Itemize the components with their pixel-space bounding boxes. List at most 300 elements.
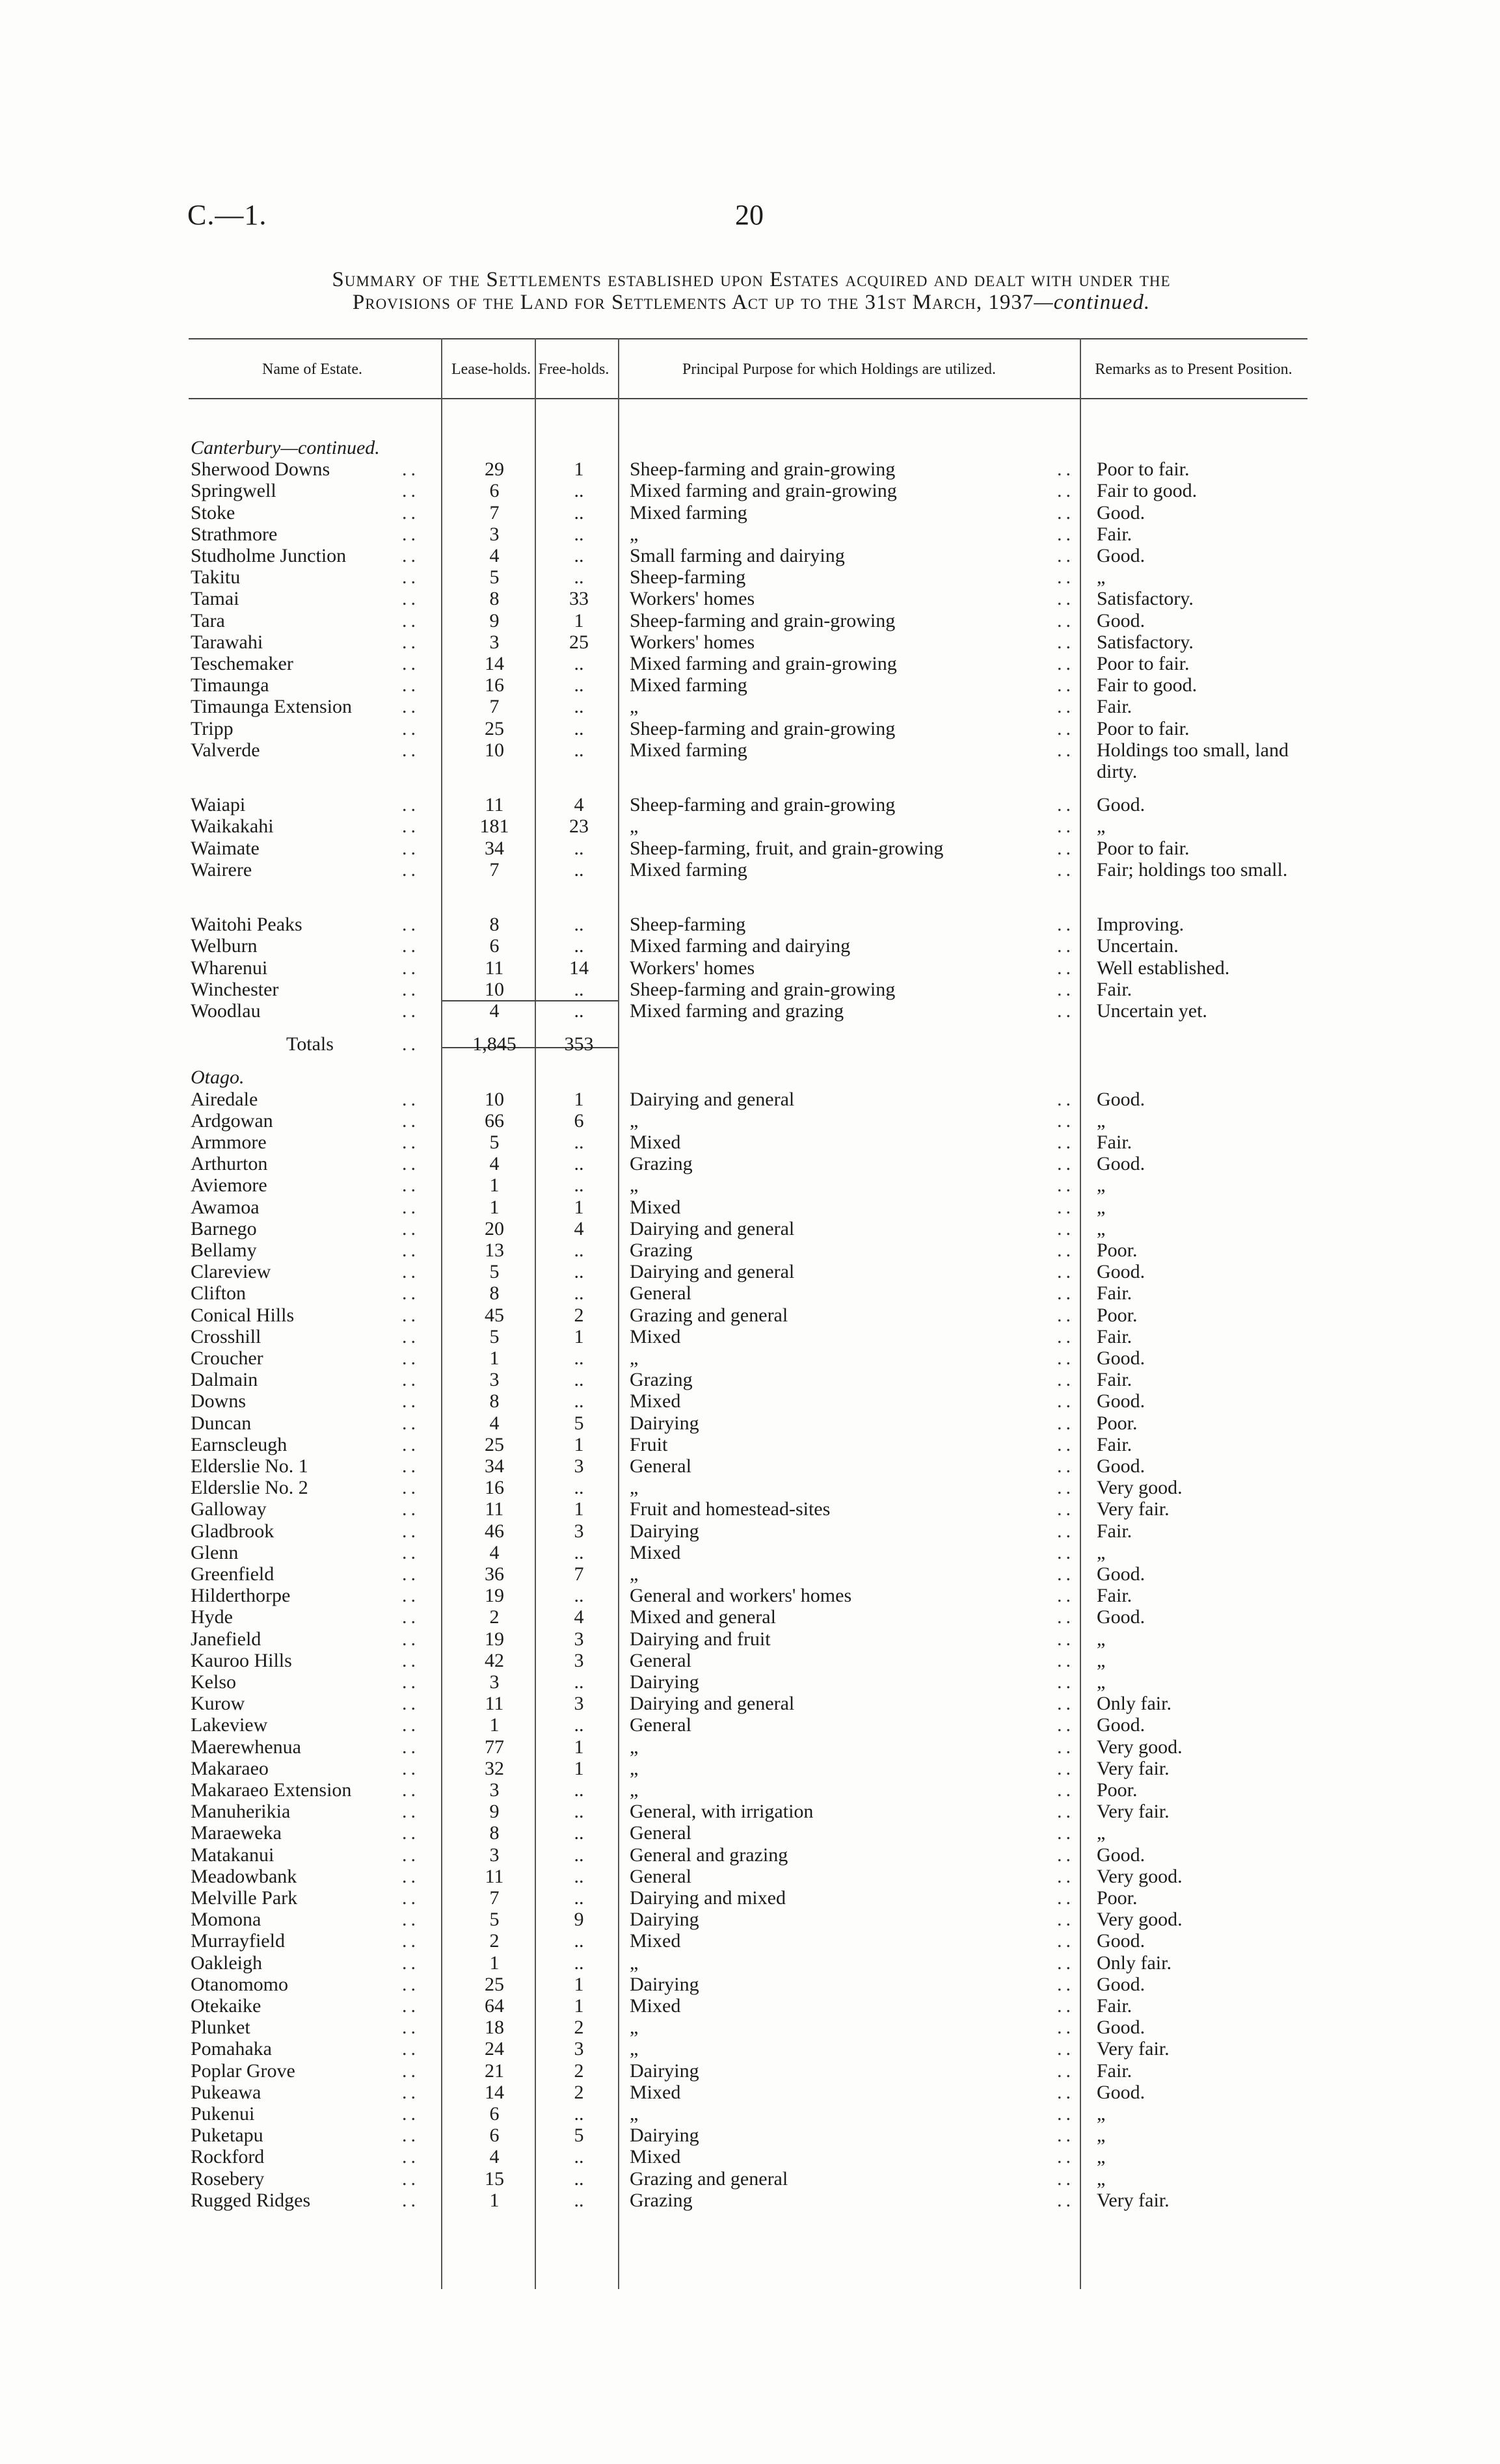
estate-name: Meadowbank <box>191 1866 297 1887</box>
table-row <box>0 2082 1500 2103</box>
leaseholds-value: 11 <box>485 1866 504 1887</box>
estate-name: Sherwood Downs <box>191 458 330 480</box>
purpose-text: Dairying <box>630 1520 699 1542</box>
remarks-text: Good. <box>1097 1455 1145 1477</box>
remarks-text: Good. <box>1097 1153 1145 1174</box>
leader-dots: .. <box>1057 1000 1075 1022</box>
estate-name: Hilderthorpe <box>191 1585 291 1606</box>
leaseholds-value: 32 <box>485 1758 504 1779</box>
purpose-text: Fruit <box>630 1434 668 1455</box>
estate-name: Maerewhenua <box>191 1736 301 1758</box>
estate-name: Puketapu <box>191 2125 263 2146</box>
purpose-text: Workers' homes <box>630 631 755 653</box>
purpose-text: Grazing <box>630 1153 693 1174</box>
table-row <box>0 1801 1500 1822</box>
estate-name: Aviemore <box>191 1174 267 1196</box>
table-row <box>0 1909 1500 1930</box>
leaseholds-value: 5 <box>489 1909 500 1930</box>
purpose-text: „ <box>630 696 639 717</box>
leaseholds-value: 6 <box>489 2103 500 2125</box>
estate-name: Springwell <box>191 480 276 501</box>
estate-name: Greenfield <box>191 1563 275 1585</box>
estate-name: Timaunga Extension <box>191 696 353 717</box>
title-line2-text: Provisions of the Land for Settlements Act up to the 31st March, 1937 <box>352 291 1034 314</box>
leader-dots: .. <box>1057 502 1075 523</box>
leader-dots: .. <box>402 2082 420 2103</box>
remarks-text: Fair; holdings too small. <box>1097 859 1288 881</box>
freeholds-value: .. <box>574 1239 584 1261</box>
freeholds-value: 1 <box>574 1498 584 1520</box>
freeholds-value: 2 <box>574 2082 584 2103</box>
freeholds-value: .. <box>574 1866 584 1887</box>
estate-name: Otekaike <box>191 1995 261 2017</box>
freeholds-value: .. <box>574 1132 584 1153</box>
leaseholds-value: 14 <box>485 653 504 674</box>
remarks-text: Poor. <box>1097 1305 1138 1326</box>
table-row <box>0 979 1500 1000</box>
table-row <box>0 1736 1500 1758</box>
leaseholds-value: 36 <box>485 1563 504 1585</box>
leader-dots: .. <box>1057 588 1075 609</box>
table-row <box>0 631 1500 653</box>
table-row <box>0 1671 1500 1693</box>
leaseholds-value: 6 <box>489 935 500 957</box>
purpose-text: Grazing and general <box>630 1305 788 1326</box>
leader-dots: .. <box>402 718 420 739</box>
freeholds-value: .. <box>574 480 584 501</box>
leader-dots: .. <box>402 1369 420 1390</box>
leader-dots: .. <box>1057 545 1075 566</box>
freeholds-value: 1 <box>574 1736 584 1758</box>
leaseholds-value: 66 <box>485 1110 504 1132</box>
leader-dots: .. <box>402 957 420 979</box>
leader-dots: .. <box>402 914 420 935</box>
table-row <box>0 1952 1500 1974</box>
leader-dots: .. <box>1057 1995 1075 2017</box>
freeholds-value: 25 <box>569 631 589 653</box>
estate-name: Valverde <box>191 739 260 761</box>
remarks-text: Fair. <box>1097 1132 1132 1153</box>
section-heading <box>0 437 1500 458</box>
remarks-text: Very good. <box>1097 1477 1183 1498</box>
freeholds-value: .. <box>574 1000 584 1022</box>
leader-dots: .. <box>1057 1390 1075 1412</box>
leaseholds-value: 16 <box>485 1477 504 1498</box>
remarks-text: „ <box>1097 1671 1106 1693</box>
leaseholds-value: 5 <box>489 1326 500 1347</box>
leader-dots: .. <box>402 935 420 957</box>
table-row <box>0 1455 1500 1477</box>
leader-dots: .. <box>402 1887 420 1909</box>
leader-dots: .. <box>402 1995 420 2017</box>
leaseholds-value: 11 <box>485 794 504 815</box>
estate-name: Wairere <box>191 859 252 881</box>
table-row <box>0 2060 1500 2082</box>
remarks-text: Poor to fair. <box>1097 718 1190 739</box>
leaseholds-value: 3 <box>489 1671 500 1693</box>
leader-dots: .. <box>402 631 420 653</box>
table-row <box>0 610 1500 631</box>
table-row <box>0 1326 1500 1347</box>
purpose-text: Sheep-farming and grain-growing <box>630 794 896 815</box>
estate-name: Gladbrook <box>191 1520 275 1542</box>
remarks-text: Poor. <box>1097 1887 1138 1909</box>
leader-dots: .. <box>402 979 420 1000</box>
purpose-text: „ <box>630 2017 639 2038</box>
purpose-text: Dairying <box>630 2125 699 2146</box>
table-row <box>0 2125 1500 2146</box>
estate-name: Kelso <box>191 1671 236 1693</box>
remarks-text: Fair. <box>1097 979 1132 1000</box>
leader-dots: .. <box>402 2168 420 2190</box>
table-row <box>0 1347 1500 1369</box>
table-row <box>0 696 1500 717</box>
leader-dots: .. <box>1057 1585 1075 1606</box>
remarks-text: Poor to fair. <box>1097 838 1190 859</box>
leader-dots: .. <box>1057 2038 1075 2060</box>
column-header-leaseholds: Lease-holds. <box>451 361 531 378</box>
leader-dots: .. <box>1057 1650 1075 1671</box>
leaseholds-value: 11 <box>485 1498 504 1520</box>
leader-dots: .. <box>1057 674 1075 696</box>
purpose-text: „ <box>630 815 639 837</box>
leaseholds-value: 34 <box>485 1455 504 1477</box>
purpose-text: Small farming and dairying <box>630 545 845 566</box>
estate-name: Downs <box>191 1390 247 1412</box>
purpose-text: Dairying and general <box>630 1218 795 1239</box>
leader-dots: .. <box>1057 2168 1075 2190</box>
table-row <box>0 480 1500 501</box>
estate-name: Clareview <box>191 1261 271 1282</box>
table-row <box>0 1714 1500 1736</box>
remarks-text: Good. <box>1097 610 1145 631</box>
leader-dots: .. <box>402 545 420 566</box>
estate-name: Stoke <box>191 502 235 523</box>
leader-dots: .. <box>402 458 420 480</box>
leaseholds-value: 2 <box>489 1930 500 1952</box>
leader-dots: .. <box>1057 859 1075 881</box>
freeholds-value: 3 <box>574 1455 584 1477</box>
leaseholds-value: 3 <box>489 1844 500 1866</box>
purpose-text: Mixed <box>630 1390 681 1412</box>
leaseholds-value: 16 <box>485 674 504 696</box>
remarks-text: Good. <box>1097 1347 1145 1369</box>
leader-dots: .. <box>1057 1736 1075 1758</box>
freeholds-value: .. <box>574 2146 584 2167</box>
remarks-text: „ <box>1097 1218 1106 1239</box>
leaseholds-value: 46 <box>485 1520 504 1542</box>
leader-dots: .. <box>1057 718 1075 739</box>
freeholds-value: .. <box>574 1887 584 1909</box>
leader-dots: .. <box>402 2190 420 2211</box>
leaseholds-value: 4 <box>489 545 500 566</box>
leader-dots: .. <box>1057 1498 1075 1520</box>
freeholds-value: 14 <box>569 957 589 979</box>
freeholds-value: .. <box>574 1282 584 1304</box>
leader-dots: .. <box>1057 1153 1075 1174</box>
column-header-freeholds: Free-holds. <box>538 361 609 378</box>
table-row <box>0 1930 1500 1952</box>
section-heading <box>0 1066 1500 1088</box>
table-row <box>0 1693 1500 1714</box>
leaseholds-value: 9 <box>489 1801 500 1822</box>
purpose-text: Mixed farming and dairying <box>630 935 851 957</box>
estate-name: Airedale <box>191 1089 258 1110</box>
estate-name: Tara <box>191 610 225 631</box>
purpose-text: „ <box>630 1952 639 1974</box>
freeholds-value: .. <box>574 2168 584 2190</box>
purpose-text: Sheep-farming and grain-growing <box>630 979 896 1000</box>
table-row <box>0 1520 1500 1542</box>
freeholds-value: 6 <box>574 1110 584 1132</box>
leader-dots: .. <box>1057 631 1075 653</box>
freeholds-value: .. <box>574 674 584 696</box>
freeholds-value: .. <box>574 1714 584 1736</box>
estate-name: Arthurton <box>191 1153 268 1174</box>
remarks-text: Good. <box>1097 1930 1145 1952</box>
leaseholds-value: 1 <box>489 1347 500 1369</box>
table-row <box>0 566 1500 588</box>
table-row <box>0 1282 1500 1304</box>
remarks-text: Only fair. <box>1097 1952 1172 1974</box>
freeholds-value: .. <box>574 1801 584 1822</box>
leader-dots: .. <box>402 1909 420 1930</box>
remarks-text: Very fair. <box>1097 1758 1170 1779</box>
freeholds-value: .. <box>574 502 584 523</box>
purpose-text: Dairying and general <box>630 1693 795 1714</box>
leader-dots: .. <box>402 610 420 631</box>
table-row <box>0 674 1500 696</box>
table-row <box>0 653 1500 674</box>
purpose-text: General <box>630 1650 691 1671</box>
leader-dots: .. <box>1057 2060 1075 2082</box>
remarks-text: Fair to good. <box>1097 480 1198 501</box>
freeholds-value: .. <box>574 696 584 717</box>
purpose-text: „ <box>630 1779 639 1801</box>
leader-dots: .. <box>1057 1693 1075 1714</box>
estate-name: Woodlau <box>191 1000 261 1022</box>
leader-dots: .. <box>1057 458 1075 480</box>
purpose-text: Sheep-farming, fruit, and grain-growing <box>630 838 944 859</box>
purpose-text: Dairying and fruit <box>630 1628 771 1650</box>
purpose-text: Mixed <box>630 1995 681 2017</box>
freeholds-value: 3 <box>574 1650 584 1671</box>
leader-dots: .. <box>402 2017 420 2038</box>
remarks-text: Good. <box>1097 502 1145 523</box>
purpose-text: Dairying <box>630 1909 699 1930</box>
leader-dots: .. <box>1057 739 1075 761</box>
remarks-text: Very fair. <box>1097 2038 1170 2060</box>
purpose-text: Mixed <box>630 1197 681 1218</box>
remarks-text: Fair. <box>1097 1282 1132 1304</box>
table-row <box>0 935 1500 957</box>
column-header-remarks: Remarks as to Present Position. <box>1095 361 1292 378</box>
leaseholds-value: 8 <box>489 1282 500 1304</box>
column-header-name: Name of Estate. <box>262 361 362 378</box>
leader-dots: .. <box>1057 838 1075 859</box>
table-row <box>0 1174 1500 1196</box>
freeholds-value: 2 <box>574 2060 584 2082</box>
estate-name: Clifton <box>191 1282 247 1304</box>
leader-dots: .. <box>1057 1542 1075 1563</box>
leader-dots: .. <box>402 1455 420 1477</box>
purpose-text: „ <box>630 1758 639 1779</box>
freeholds-value: 1 <box>574 1434 584 1455</box>
purpose-text: General <box>630 1282 691 1304</box>
leaseholds-value: 7 <box>489 859 500 881</box>
purpose-text: General and grazing <box>630 1844 788 1866</box>
purpose-text: Sheep-farming <box>630 914 746 935</box>
remarks-text: „ <box>1097 1822 1106 1844</box>
freeholds-value: 5 <box>574 2125 584 2146</box>
table-row <box>0 1390 1500 1412</box>
freeholds-value: 3 <box>574 1693 584 1714</box>
leader-dots: .. <box>1057 1282 1075 1304</box>
estate-name: Manuherikia <box>191 1801 291 1822</box>
remarks-text: Good. <box>1097 1089 1145 1110</box>
leaseholds-value: 5 <box>489 1261 500 1282</box>
leader-dots: .. <box>1057 566 1075 588</box>
estate-name: Oakleigh <box>191 1952 262 1974</box>
leader-dots: .. <box>1057 2082 1075 2103</box>
remarks-text: Good. <box>1097 2082 1145 2103</box>
leader-dots: .. <box>1057 1887 1075 1909</box>
leader-dots: .. <box>1057 1671 1075 1693</box>
totals-freeholds: 353 <box>564 1033 594 1055</box>
estate-name: Waimate <box>191 838 260 859</box>
table-row <box>0 1822 1500 1844</box>
table-row <box>0 1844 1500 1866</box>
leader-dots: .. <box>402 1326 420 1347</box>
leader-dots: .. <box>1057 2103 1075 2125</box>
estate-name: Lakeview <box>191 1714 268 1736</box>
remarks-text: Fair. <box>1097 1520 1132 1542</box>
table-row <box>0 1758 1500 1779</box>
purpose-text: Sheep-farming and grain-growing <box>630 458 896 480</box>
leaseholds-value: 1 <box>489 1952 500 1974</box>
remarks-text: „ <box>1097 2146 1106 2167</box>
leader-dots: .. <box>1057 1110 1075 1132</box>
purpose-text: „ <box>630 2038 639 2060</box>
purpose-text: Dairying and mixed <box>630 1887 786 1909</box>
leader-dots: .. <box>402 2125 420 2146</box>
table-row <box>0 1132 1500 1153</box>
remarks-text: Uncertain. <box>1097 935 1179 957</box>
leader-dots: .. <box>1057 1974 1075 1995</box>
remarks-text: Well established. <box>1097 957 1230 979</box>
leaseholds-value: 1 <box>489 2190 500 2211</box>
leader-dots: .. <box>1057 1412 1075 1434</box>
estate-name: Elderslie No. 2 <box>191 1477 308 1498</box>
leaseholds-value: 19 <box>485 1585 504 1606</box>
remarks-text: Satisfactory. <box>1097 588 1194 609</box>
leaseholds-value: 8 <box>489 1390 500 1412</box>
estate-name: Conical Hills <box>191 1305 295 1326</box>
purpose-text: Mixed <box>630 1542 681 1563</box>
leader-dots: .. <box>402 1693 420 1714</box>
remarks-text: „ <box>1097 2168 1106 2190</box>
estate-name: Kauroo Hills <box>191 1650 292 1671</box>
freeholds-value: .. <box>574 1174 584 1196</box>
leaseholds-value: 8 <box>489 1822 500 1844</box>
table-row <box>0 523 1500 545</box>
estate-name: Crosshill <box>191 1326 261 1347</box>
purpose-text: Mixed farming and grain-growing <box>630 480 897 501</box>
estate-name: Croucher <box>191 1347 263 1369</box>
leaseholds-value: 14 <box>485 2082 504 2103</box>
leader-dots: .. <box>402 1033 420 1055</box>
table-row <box>0 1650 1500 1671</box>
freeholds-value: 1 <box>574 1089 584 1110</box>
estate-name: Murrayfield <box>191 1930 285 1952</box>
title-line2-continued: —continued. <box>1034 291 1151 314</box>
estate-name: Bellamy <box>191 1239 257 1261</box>
estate-name: Poplar Grove <box>191 2060 295 2082</box>
freeholds-value: .. <box>574 2103 584 2125</box>
leader-dots: .. <box>402 1390 420 1412</box>
estate-name: Matakanui <box>191 1844 275 1866</box>
leader-dots: .. <box>402 1000 420 1022</box>
table-row <box>0 1369 1500 1390</box>
remarks-text: Satisfactory. <box>1097 631 1194 653</box>
purpose-text: Mixed <box>630 2146 681 2167</box>
leaseholds-value: 3 <box>489 523 500 545</box>
freeholds-value: 1 <box>574 1995 584 2017</box>
table-row <box>0 2190 1500 2211</box>
table-row <box>0 739 1500 782</box>
freeholds-value: 23 <box>569 815 589 837</box>
leaseholds-value: 4 <box>489 2146 500 2167</box>
freeholds-value: .. <box>574 859 584 881</box>
estate-name: Ardgowan <box>191 1110 273 1132</box>
estate-name: Elderslie No. 1 <box>191 1455 308 1477</box>
remarks-text: Good. <box>1097 1261 1145 1282</box>
table-row <box>0 718 1500 739</box>
leader-dots: .. <box>402 480 420 501</box>
estate-name: Rugged Ridges <box>191 2190 311 2211</box>
remarks-text: Good. <box>1097 794 1145 815</box>
leader-dots: .. <box>1057 1132 1075 1153</box>
table-row <box>0 2038 1500 2060</box>
leaseholds-value: 34 <box>485 838 504 859</box>
table-row <box>0 1498 1500 1520</box>
leaseholds-value: 8 <box>489 588 500 609</box>
leaseholds-value: 4 <box>489 1412 500 1434</box>
purpose-text: Mixed <box>630 1930 681 1952</box>
freeholds-value: .. <box>574 1153 584 1174</box>
freeholds-value: .. <box>574 2190 584 2211</box>
table-row <box>0 588 1500 609</box>
remarks-text: „ <box>1097 815 1106 837</box>
leader-dots: .. <box>1057 696 1075 717</box>
leader-dots: .. <box>402 1305 420 1326</box>
estate-name: Waiapi <box>191 794 246 815</box>
table-row <box>0 1887 1500 1909</box>
leader-dots: .. <box>402 653 420 674</box>
table-row <box>0 957 1500 979</box>
purpose-text: General and workers' homes <box>630 1585 852 1606</box>
table-row <box>0 1412 1500 1434</box>
leader-dots: .. <box>1057 2017 1075 2038</box>
freeholds-value: .. <box>574 718 584 739</box>
remarks-text: „ <box>1097 1628 1106 1650</box>
leader-dots: .. <box>402 696 420 717</box>
remarks-text: Poor to fair. <box>1097 458 1190 480</box>
estate-name: Waikakahi <box>191 815 274 837</box>
leaseholds-value: 10 <box>485 1089 504 1110</box>
remarks-text: Poor. <box>1097 1779 1138 1801</box>
leaseholds-value: 3 <box>489 631 500 653</box>
